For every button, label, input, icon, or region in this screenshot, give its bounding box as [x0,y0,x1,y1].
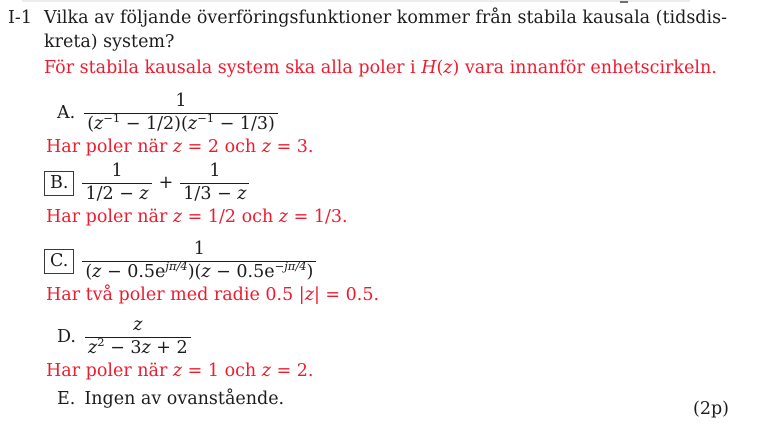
hint-var-H: H [421,58,437,78]
note-text: = 0.5. [319,284,380,305]
option-d-main [44,316,314,359]
den-var-z: z [139,183,149,204]
option-c-label-boxed: C. [44,249,74,274]
note-text: Har poler när [46,206,173,227]
option-d-label: D. [57,327,76,348]
fraction-denominator [82,258,316,283]
note-text: = 1/3. [288,206,348,227]
note-var-z: z [172,136,183,157]
den-var-z: z [141,337,151,358]
option-b-fraction-2 [180,162,249,205]
fraction-numerator: 1 [175,91,187,111]
option-a-fraction [84,92,278,135]
den-token: − 0.5e [101,261,166,282]
den-token: )( [187,261,202,282]
den-var-z: z [94,113,104,134]
note-text: Har poler när [46,360,173,381]
note-var-z: z [172,360,183,381]
option-a [44,92,314,157]
option-b [44,162,348,227]
note-var-z: z [278,206,289,227]
den-token: ) [306,261,314,282]
fraction-numerator: 1 [193,239,205,259]
option-a-main [44,92,314,135]
option-d [44,316,314,381]
option-c [44,240,379,305]
note-text: = 2. [271,360,314,381]
question-body [44,7,727,81]
option-b-label-boxed: B. [44,171,74,196]
note-var-z: z [172,206,183,227]
question-number: I-1 [8,8,32,28]
option-e-label: E. [57,389,76,409]
den-token: − 1/2)( [120,113,188,134]
abs-bar: | [313,284,320,305]
option-b-main [44,162,348,205]
fraction-denominator [82,183,151,205]
note-text: = 2 och [182,136,262,157]
den-token: ( [85,261,93,282]
fraction-numerator: 1 [209,161,221,181]
question-line-1: Vilka av följande överföringsfunktioner kommer från stabila kausala (tidsdis- [44,8,727,28]
option-d-fraction [85,316,191,359]
note-var-z: z [261,360,271,381]
den-exponent: −1 [103,110,121,125]
option-b-fraction-1 [82,162,151,205]
den-var-z: z [187,113,198,134]
note-text: = 1/2 och [182,206,279,227]
den-token: ( [87,113,95,134]
question-line-2: kreta) system? [44,31,175,52]
option-d-note [46,361,314,381]
hint-post: vara innanför enhetscirkeln. [459,58,717,78]
note-text: = 3. [271,136,314,157]
points-label: (2p) [693,399,729,419]
option-e [44,389,284,409]
den-exponent: −jπ/4 [274,258,307,273]
fraction-denominator [85,334,191,359]
option-e-text: Ingen av ovanstående. [84,389,285,409]
den-var-z: z [92,261,102,282]
question-block [8,7,727,81]
plus-operator: + [158,173,174,194]
den-exponent: 2 [97,334,105,349]
note-text: Har två poler med radie 0.5 [46,284,299,305]
option-a-note [46,137,314,157]
den-var-z: z [201,261,211,282]
hint-var-z: z [443,58,453,78]
top-edge-artifact-rule [22,0,690,2]
den-token: 1/2 − [85,183,140,204]
den-var-z: z [87,337,98,358]
fraction-denominator [84,110,278,135]
den-token: + 2 [150,337,188,358]
hint-rparen: ) [452,58,460,78]
abs-bar: | [298,284,305,305]
den-exponent: −1 [197,110,215,125]
fraction-numerator: z [133,315,143,335]
option-c-note [46,285,379,305]
option-c-fraction [82,240,316,283]
option-b-note [46,207,348,227]
den-token: − 0.5e [210,261,275,282]
fraction-numerator: 1 [111,161,123,181]
den-exponent: jπ/4 [165,258,188,273]
den-token: − 3 [104,337,142,358]
hint-pre: För stabila kausala system ska alla poler i [44,58,422,78]
fraction-denominator [180,183,249,205]
top-edge-artifact-dash [620,1,628,3]
option-c-main [44,240,379,283]
note-var-z: z [261,136,271,157]
hint-line [44,57,727,81]
note-text: = 1 och [182,360,262,381]
option-a-label: A. [57,103,76,124]
den-token: − 1/3) [214,113,275,134]
den-var-z: z [237,183,247,204]
note-text: Har poler när [46,136,173,157]
den-token: 1/3 − [183,183,238,204]
note-var-z: z [304,284,314,305]
hint-lparen: ( [436,58,444,78]
